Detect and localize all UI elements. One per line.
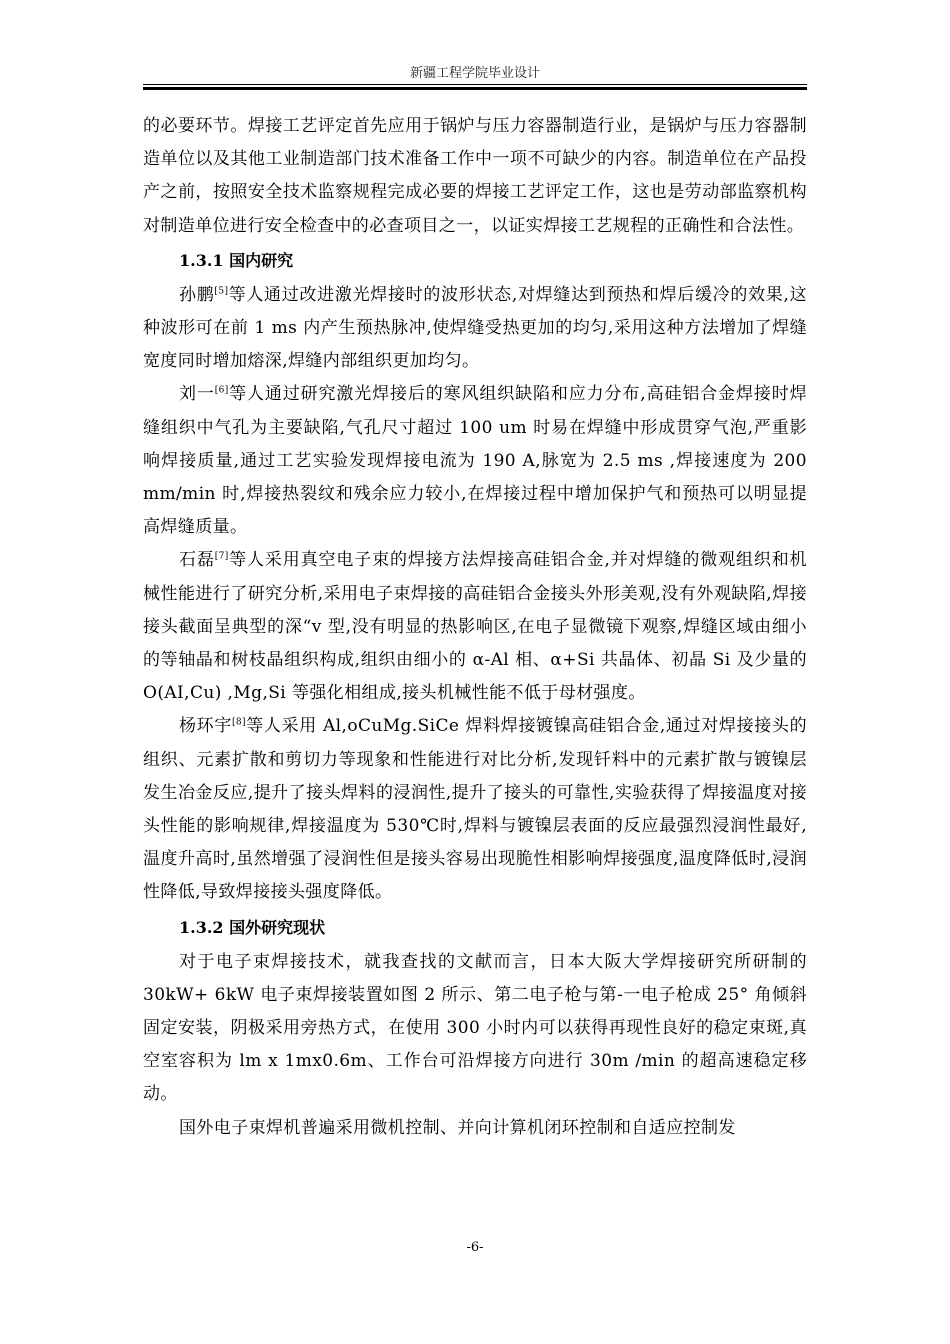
citation-ref[interactable]: [5] bbox=[214, 286, 229, 297]
intro-paragraph: 的必要环节。焊接工艺评定首先应用于锅炉与压力容器制造行业，是锅炉与压力容器制造单位以及其他工业制造部门技术准备工作中一项不可缺少的内容。制造单位在产品投产之前，按照安全技术监察规程完成必要的焊接工艺评定工作，这也是劳动部监察机构对制造单位进行安全检查中的必查项目之一，以证实焊接工艺规程的正确性和合法性。 bbox=[143, 116, 807, 236]
author-name: 杨环宇 bbox=[179, 716, 233, 737]
author-name: 刘一 bbox=[179, 384, 215, 405]
paragraph-text: 等人通过改进激光焊接时的波形状态,对焊缝达到预热和焊后缓冷的效果,这种波形可在前 1 ms 内产生预热脉冲,使焊缝受热更加的均匀,采用这种方法增加了焊缝宽度同时增加熔深,焊缝内部组织更加均匀。 bbox=[143, 284, 807, 372]
running-header-title: 新疆工程学院毕业设计 bbox=[409, 66, 540, 81]
citation-ref[interactable]: [7] bbox=[214, 551, 229, 562]
citation-ref[interactable]: [6] bbox=[214, 385, 229, 396]
paragraph-text: 等人采用 Al,oCuMg.SiCe 焊料焊接镀镍高硅铝合金,通过对焊接接头的组织、元素扩散和剪切力等现象和性能进行对比分析,发现钎料中的元素扩散与镀镍层发生冶金反应,提升了接头焊料的浸润性,提升了接头的可靠性,实验获得了焊接温度对接头性能的影响规律,焊接温度为 530℃时,焊料与镀镍层表面的反应最强烈浸润性最好,温度升高时,虽然增强了浸润性但是接头容易出现脆性相影响焊接强度,温度降低时,浸润性降低,导致焊接接头强度降低。 bbox=[143, 716, 807, 903]
section-heading-foreign: 1.3.2 国外研究现状 bbox=[179, 917, 326, 937]
header-rule-thin bbox=[143, 84, 807, 85]
paragraph-shi-lei bbox=[143, 544, 807, 710]
paragraph-liu-yi bbox=[143, 378, 807, 544]
page-number: -6- bbox=[466, 1240, 484, 1255]
paragraph-sun-peng bbox=[143, 279, 807, 379]
paragraph-yang-huanyu bbox=[143, 710, 807, 909]
author-name: 石磊 bbox=[179, 550, 215, 571]
section-heading-domestic: 1.3.1 国内研究 bbox=[179, 250, 294, 270]
paragraph-osaka-ebw: 对于电子束焊接技术，就我查找的文献而言，日本大阪大学焊接研究所研制的 30kW+ 6kW 电子束焊接装置如图 2 所示、第二电子枪与第-一电子枪成 25° 角倾斜固定安装，阴极采用旁热方式，在使用 300 小时内可以获得再现性良好的稳定束斑,真空室容积为 lm x 1mx0.6m、工作台可沿焊接方向进行 30m /min 的超高速稳定移动。 bbox=[143, 951, 807, 1105]
paragraph-text: 等人通过研究激光焊接后的寒风组织缺陷和应力分布,高硅铝合金焊接时焊缝组织中气孔为主要缺陷,气孔尺寸超过 100 um 时易在焊缝中形成贯穿气泡,严重影响焊接质量,通过工艺实验发现焊接电流为 190 A,脉宽为 2.5 ms ,焊接速度为 200 mm/min 时,焊接热裂纹和残余应力较小,在焊接过程中增加保护气和预热可以明显提高焊缝质量。 bbox=[143, 384, 807, 538]
author-name: 孙鹏 bbox=[179, 284, 215, 305]
citation-ref[interactable]: [8] bbox=[232, 717, 246, 728]
paragraph-text: 等人采用真空电子束的焊接方法焊接高硅铝合金,并对焊缝的微观组织和机械性能进行了研究分析,采用电子束焊接的高硅铝合金接头外形美观,没有外观缺陷,焊接接头截面呈典型的深“v 型,没有明显的热影响区,在电子显微镜下观察,焊缝区域由细小的等轴晶和树枝晶组织构成,组织由细小的 α-Al 相、α+Si 共晶体、初晶 Si 及少量的 O(AI,Cu) ,Mg,Si 等强化相组成,接头机械性能不低于母材强度。 bbox=[143, 550, 807, 704]
paragraph-foreign-control: 国外电子束焊机普遍采用微机控制、并向计算机闭环控制和自适应控制发 bbox=[179, 1117, 736, 1138]
page-body bbox=[143, 110, 807, 1145]
header-rule-thick bbox=[143, 87, 807, 90]
